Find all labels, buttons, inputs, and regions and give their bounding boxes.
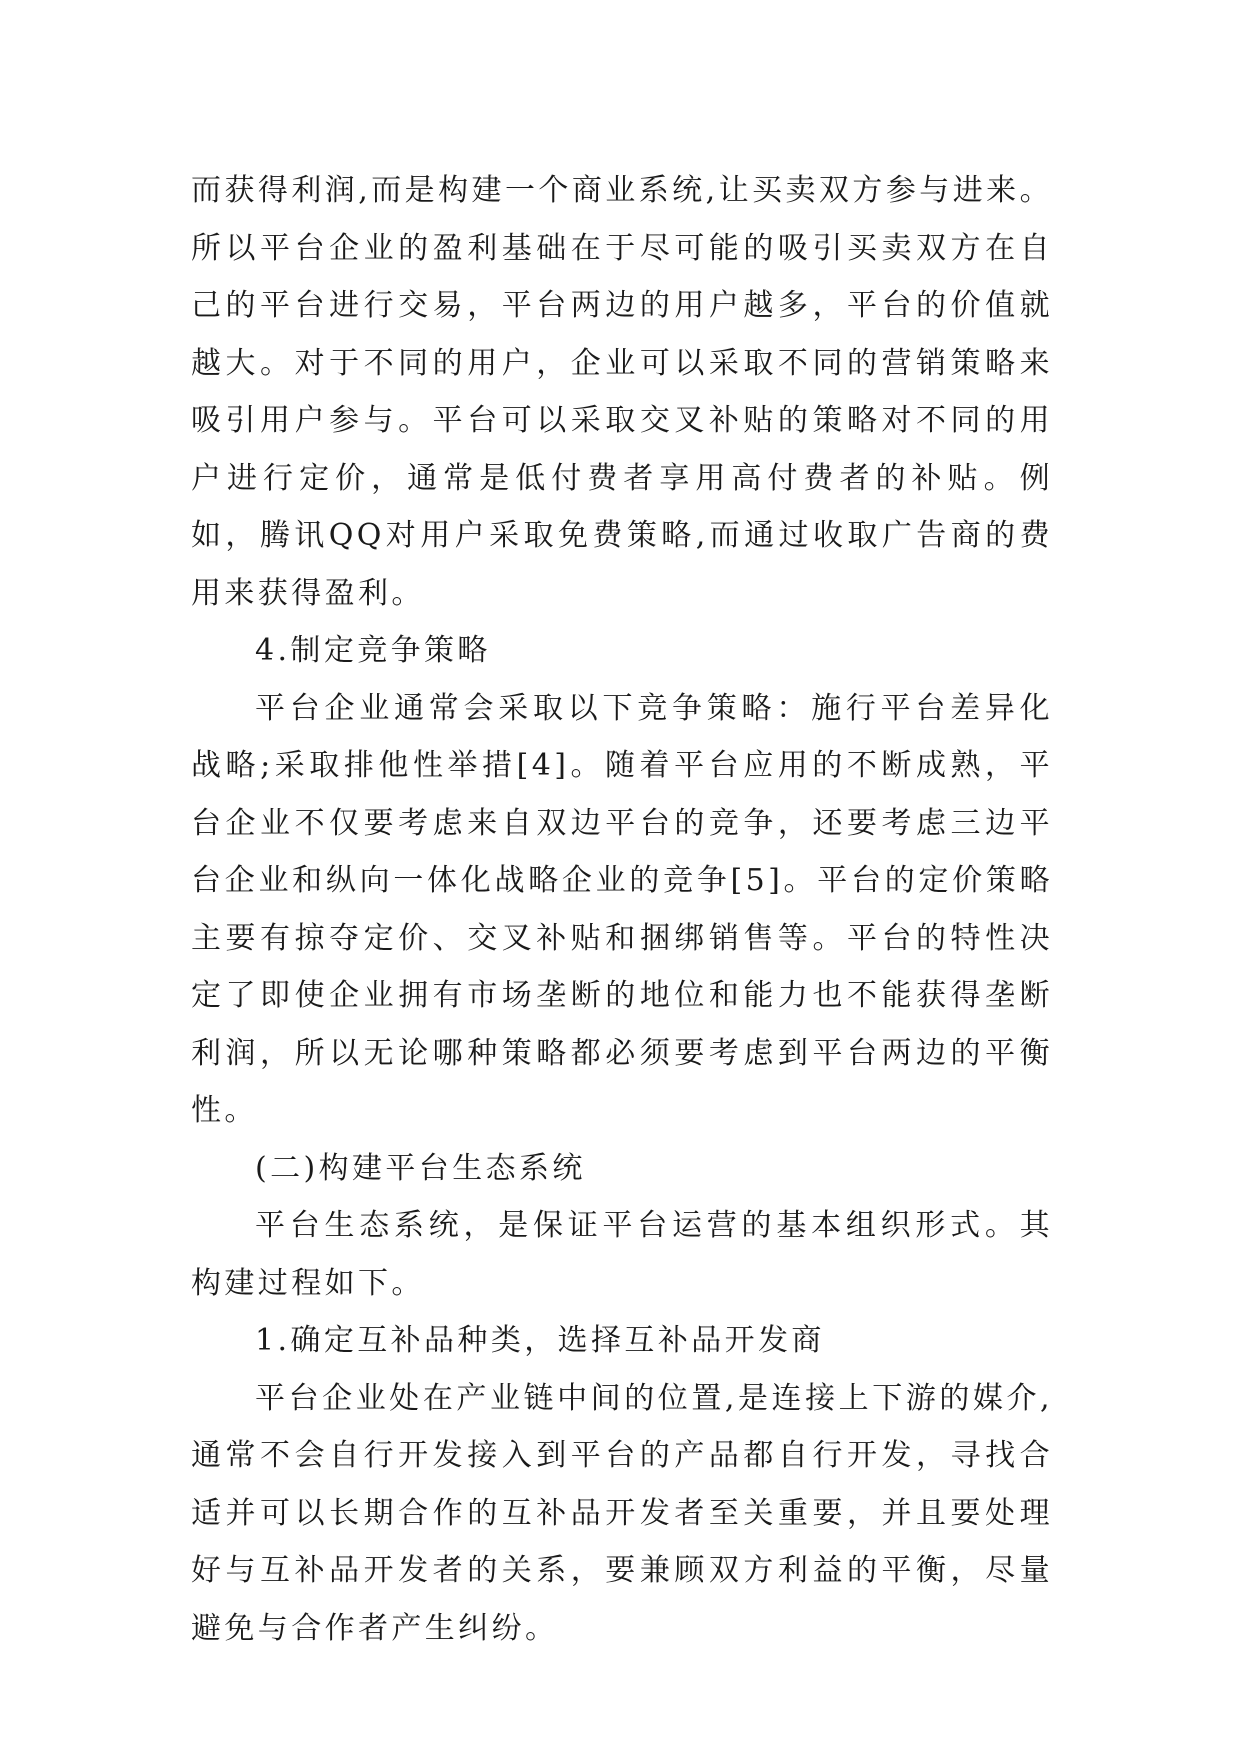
paragraph-complement-developers: 平台企业处在产业链中间的位置,是连接上下游的媒介,通常不会自行开发接入到平台的产品都自行开发，寻找合适并可以长期合作的互补品开发者至关重要，并且要处理好与互补品开发者的关系，要兼顾双方利益的平衡，尽量避免与合作者产生纠纷。 — [191, 1380, 1053, 1646]
paragraph-ecosystem-intro: 平台生态系统，是保证平台运营的基本组织形式。其构建过程如下。 — [191, 1208, 1053, 1301]
paragraph-platform-profit: 而获得利润,而是构建一个商业系统,让买卖双方参与进来。所以平台企业的盈利基础在于尽可能的吸引买卖双方在自己的平台进行交易，平台两边的用户越多，平台的价值就越大。对于不同的用户，企业可以采取不同的营销策略来吸引用户参与。平台可以采取交叉补贴的策略对不同的用户进行定价，通常是低付费者享用高付费者的补贴。例如，腾讯QQ对用户采取免费策略,而通过收取广告商的费用来获得盈利。 — [191, 173, 1053, 611]
paragraph-competition-strategy: 平台企业通常会采取以下竞争策略：施行平台差异化战略;采取排他性举措[4]。随着平台应用的不断成熟，平台企业不仅要考虑来自双边平台的竞争，还要考虑三边平台企业和纵向一体化战略企业的竞争[5]。平台的定价策略主要有掠夺定价、交叉补贴和捆绑销售等。平台的特性决定了即使企业拥有市场垄断的地位和能力也不能获得垄断利润，所以无论哪种策略都必须要考虑到平台两边的平衡性。 — [191, 690, 1053, 1128]
heading-competition-strategy: 4.制定竞争策略 — [255, 633, 491, 668]
document-body — [191, 162, 1053, 1657]
heading-complement-developers: 1.确定互补品种类，选择互补品开发商 — [255, 1323, 825, 1358]
heading-platform-ecosystem: (二)构建平台生态系统 — [255, 1150, 586, 1186]
